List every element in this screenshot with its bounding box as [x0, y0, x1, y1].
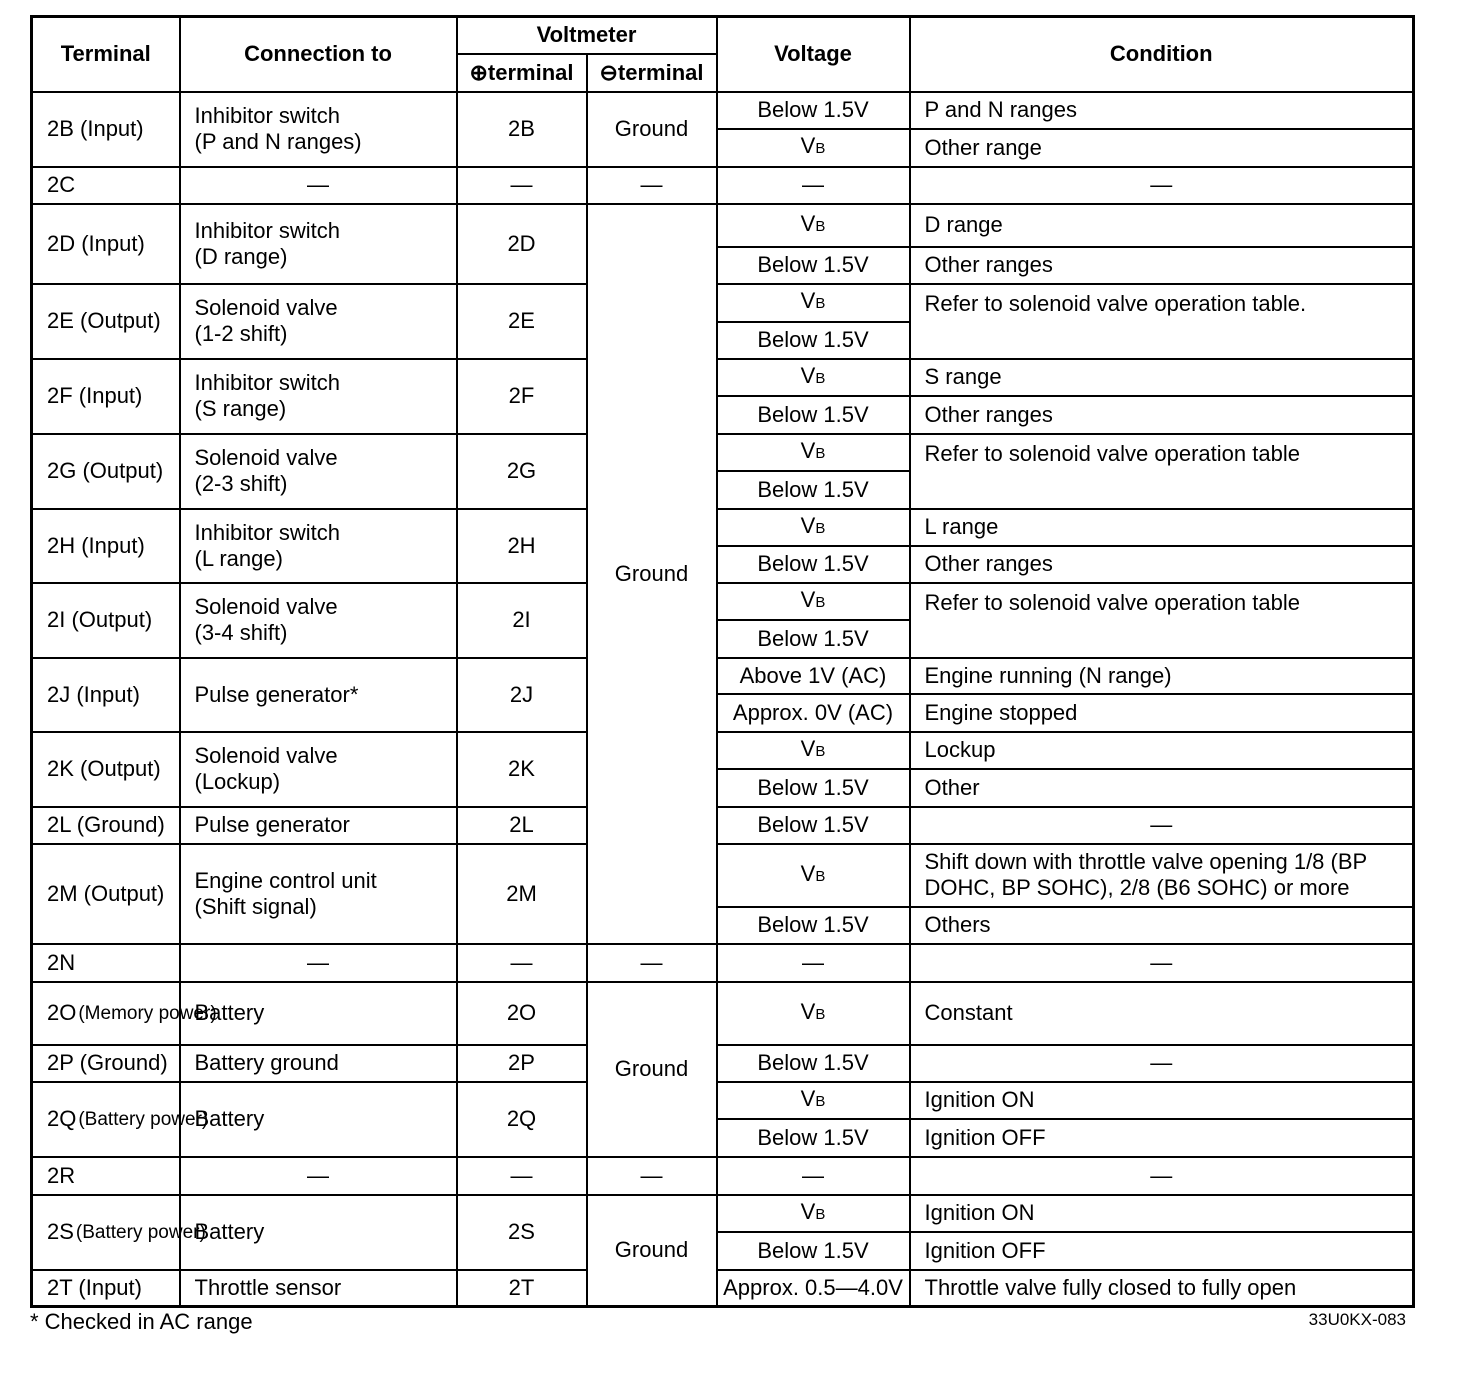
connection-cell: [180, 1045, 457, 1082]
condition-cell: Other ranges: [910, 247, 1414, 284]
terminal-label: 2I (Output): [47, 607, 153, 632]
condition-cell: S range: [910, 359, 1414, 396]
voltage-value: —: [802, 172, 824, 197]
connection-cell: [180, 92, 457, 167]
minus-terminal-cell: —: [587, 1157, 717, 1195]
terminal-label: 2L (Ground): [47, 812, 165, 837]
voltage-value: Below 1.5V: [757, 252, 869, 277]
condition-cell: P and N ranges: [910, 92, 1414, 129]
voltage-cell: [717, 167, 910, 204]
terminal-cell: [32, 284, 180, 359]
terminal-cell: [32, 1045, 180, 1082]
connection-line: Battery ground: [194, 1050, 339, 1075]
condition-cell: Other: [910, 769, 1414, 807]
condition-cell: Other range: [910, 129, 1414, 167]
voltage-cell: [717, 204, 910, 247]
voltage-value: Below 1.5V: [757, 774, 869, 800]
terminal-cell: [32, 204, 180, 284]
condition-cell: Lockup: [910, 732, 1414, 769]
table-row: [32, 434, 1414, 471]
voltage-cell: [717, 907, 910, 944]
terminal-cell: [32, 1270, 180, 1307]
connection-line: Engine control unit: [194, 867, 377, 893]
connection-line: Solenoid valve: [194, 743, 338, 768]
voltage-cell: [717, 1195, 910, 1232]
connection-cell: [180, 204, 457, 284]
connection-cell: [180, 583, 457, 658]
table-row: [32, 204, 1414, 247]
table-row: [32, 583, 1414, 620]
plus-terminal-cell: 2I: [457, 583, 587, 658]
terminal-label: 2P (Ground): [47, 1050, 168, 1075]
table-row: [32, 1045, 1414, 1082]
connection-line: Inhibitor switch: [194, 217, 341, 243]
plus-terminal-cell: 2G: [457, 434, 587, 509]
table-row: [32, 1082, 1414, 1119]
plus-terminal-cell: 2K: [457, 732, 587, 807]
voltage-cell: [717, 247, 910, 284]
condition-cell: Refer to solenoid valve operation table: [910, 434, 1414, 509]
table-row: [32, 658, 1414, 694]
terminal-cell: [32, 1195, 206, 1270]
voltage-value: Approx. 0V (AC): [732, 699, 894, 725]
condition-cell: Ignition ON: [910, 1082, 1414, 1119]
voltage-value: Approx. 0.5—4.0V: [723, 1274, 903, 1300]
minus-terminal-cell: Ground: [587, 204, 717, 944]
plus-terminal-cell: 2F: [457, 359, 587, 434]
connection-line: Battery: [194, 1219, 265, 1244]
plus-terminal-cell: 2T: [457, 1270, 587, 1307]
voltage-value: Below 1.5V: [757, 1050, 869, 1075]
connection-line: (L range): [194, 545, 283, 571]
terminal-note: (Battery power): [75, 1222, 206, 1244]
table-row: [32, 1157, 1414, 1195]
voltage-cell: [717, 583, 910, 620]
voltage-cell: [717, 1045, 910, 1082]
header-plus-terminal: ⊕terminal: [457, 54, 587, 92]
voltage-value: VB: [800, 735, 826, 761]
connection-line: (Lockup): [194, 769, 281, 794]
condition-cell: Refer to solenoid valve operation table: [910, 583, 1414, 658]
condition-cell: —: [910, 1045, 1414, 1082]
header-terminal: Terminal: [32, 17, 180, 92]
plus-terminal-cell: 2Q: [457, 1082, 587, 1157]
table-row: [32, 732, 1414, 769]
terminal-cell: [32, 434, 180, 509]
connection-line: Solenoid valve: [194, 445, 338, 470]
voltage-value: Below 1.5V: [757, 625, 869, 651]
terminal-label: 2D (Input): [47, 230, 145, 256]
terminal-cell: [32, 944, 180, 982]
condition-cell: D range: [910, 204, 1414, 247]
voltage-cell: [717, 944, 910, 982]
connection-line: (P and N ranges): [194, 129, 362, 154]
terminal-label: 2S: [47, 1218, 74, 1244]
voltage-value: Above 1V (AC): [739, 662, 887, 688]
plus-terminal-cell: 2O: [457, 982, 587, 1045]
voltage-cell: [717, 92, 910, 129]
table-body: [32, 92, 1414, 1307]
voltage-cell: [717, 1157, 910, 1195]
minus-terminal-cell: Ground: [587, 92, 717, 167]
plus-terminal-cell: 2M: [457, 844, 587, 944]
condition-cell: Others: [910, 907, 1414, 944]
voltage-cell: [717, 620, 910, 658]
condition-cell: Shift down with throttle valve opening 1/8 (BP DOHC, BP SOHC), 2/8 (B6 SOHC) or more: [910, 844, 1414, 907]
connection-line: Inhibitor switch: [194, 103, 341, 128]
connection-line: (Shift signal): [194, 893, 317, 919]
condition-cell: Other ranges: [910, 396, 1414, 434]
connection-cell: [180, 1270, 457, 1307]
voltage-cell: [717, 694, 910, 732]
voltage-value: VB: [800, 133, 826, 158]
connection-cell: [180, 1195, 457, 1270]
connection-line: Pulse generator*: [194, 681, 359, 707]
connection-line: Pulse generator: [194, 812, 350, 837]
terminal-label: 2M (Output): [47, 880, 165, 906]
terminal-cell: [32, 1082, 209, 1157]
terminal-label: 2N: [47, 949, 76, 975]
terminal-cell: [32, 167, 180, 204]
voltage-value: VB: [800, 860, 826, 886]
condition-cell: Refer to solenoid valve operation table.: [910, 284, 1414, 359]
header-voltmeter: Voltmeter: [457, 17, 717, 54]
voltage-cell: [717, 982, 910, 1045]
table-row: [32, 807, 1414, 844]
voltage-cell: [717, 434, 910, 471]
table-row: [32, 509, 1414, 546]
plus-terminal-cell: 2L: [457, 807, 587, 844]
terminal-label: 2E (Output): [47, 308, 161, 333]
plus-terminal-cell: 2B: [457, 92, 587, 167]
voltage-value: VB: [800, 437, 826, 463]
voltage-value: VB: [800, 1198, 826, 1224]
terminal-label: 2C: [47, 172, 76, 197]
table-row: [32, 284, 1414, 322]
condition-cell: Engine stopped: [910, 694, 1414, 732]
condition-cell: L range: [910, 509, 1414, 546]
plus-terminal-cell: 2J: [457, 658, 587, 732]
minus-terminal-cell: Ground: [587, 982, 717, 1157]
terminal-cell: [32, 982, 217, 1045]
connection-cell: [180, 807, 457, 844]
connection-cell: [180, 944, 457, 982]
voltage-cell: [717, 844, 910, 907]
terminal-label: 2F (Input): [47, 383, 143, 408]
connection-line: —: [307, 172, 329, 197]
voltage-cell: [717, 509, 910, 546]
connection-line: Solenoid valve: [194, 594, 338, 619]
connection-line: Solenoid valve: [194, 295, 338, 320]
terminal-cell: [32, 658, 180, 732]
header-connection: Connection to: [180, 17, 457, 92]
terminal-label: 2H (Input): [47, 532, 145, 558]
connection-line: Inhibitor switch: [194, 370, 341, 395]
condition-cell: —: [910, 1157, 1414, 1195]
connection-cell: [180, 658, 457, 732]
voltage-value: Below 1.5V: [757, 476, 869, 502]
minus-terminal-cell: —: [587, 167, 717, 204]
terminal-cell: [32, 732, 180, 807]
voltage-value: VB: [800, 288, 826, 313]
voltage-cell: [717, 396, 910, 434]
footnote: * Checked in AC range: [30, 1309, 253, 1334]
voltage-value: —: [802, 1162, 824, 1188]
connection-line: Throttle sensor: [194, 1274, 342, 1300]
voltage-value: Below 1.5V: [757, 551, 869, 576]
table-row: [32, 844, 1414, 907]
voltage-cell: [717, 732, 910, 769]
voltage-value: VB: [800, 1085, 826, 1111]
table-row: [32, 167, 1414, 204]
plus-terminal-cell: 2S: [457, 1195, 587, 1270]
terminal-cell: [32, 1157, 180, 1195]
terminal-label: 2R: [47, 1162, 76, 1188]
condition-cell: Ignition OFF: [910, 1119, 1414, 1157]
table-row: [32, 1270, 1414, 1307]
voltage-value: VB: [800, 586, 826, 612]
condition-cell: Ignition OFF: [910, 1232, 1414, 1270]
table-row: [32, 982, 1414, 1045]
condition-cell: Ignition ON: [910, 1195, 1414, 1232]
connection-line: (2-3 shift): [194, 471, 288, 496]
voltage-cell: [717, 1232, 910, 1270]
plus-terminal-cell: —: [457, 944, 587, 982]
connection-line: —: [307, 1162, 329, 1188]
terminal-label: 2Q: [47, 1105, 77, 1131]
connection-line: (1-2 shift): [194, 321, 288, 346]
voltage-cell: [717, 1270, 910, 1307]
voltage-value: Below 1.5V: [757, 1124, 869, 1150]
connection-cell: [180, 1157, 457, 1195]
condition-cell: Engine running (N range): [910, 658, 1414, 694]
connection-cell: [180, 509, 457, 583]
voltage-cell: [717, 1082, 910, 1119]
condition-cell: Constant: [910, 982, 1414, 1045]
plus-terminal-cell: 2H: [457, 509, 587, 583]
voltage-cell: [717, 769, 910, 807]
terminal-cell: [32, 807, 180, 844]
voltage-cell: [717, 471, 910, 509]
connection-cell: [180, 732, 457, 807]
voltage-cell: [717, 1119, 910, 1157]
table-row: [32, 944, 1414, 982]
minus-terminal-cell: Ground: [587, 1195, 717, 1307]
figure-code: 33U0KX-083: [1308, 1310, 1406, 1329]
connection-cell: [180, 434, 457, 509]
voltage-value: Below 1.5V: [757, 912, 869, 937]
terminal-cell: [32, 359, 180, 434]
connection-line: (D range): [194, 243, 288, 269]
terminal-voltage-table: [30, 15, 1415, 1308]
terminal-cell: [32, 844, 180, 944]
terminal-label: 2B (Input): [47, 116, 144, 141]
plus-terminal-cell: 2D: [457, 204, 587, 284]
connection-cell: [180, 167, 457, 204]
connection-cell: [180, 359, 457, 434]
voltage-value: Below 1.5V: [757, 812, 869, 837]
condition-cell: —: [910, 944, 1414, 982]
connection-line: Inhibitor switch: [194, 519, 341, 545]
voltage-cell: [717, 658, 910, 694]
connection-cell: [180, 844, 457, 944]
voltage-value: VB: [800, 362, 826, 388]
connection-line: Battery: [194, 1000, 265, 1025]
connection-line: (3-4 shift): [194, 620, 288, 645]
terminal-note: (Memory power): [78, 1003, 217, 1025]
terminal-label: 2O: [47, 999, 77, 1025]
voltage-cell: [717, 546, 910, 583]
connection-line: —: [307, 949, 329, 975]
connection-cell: [180, 284, 457, 359]
voltage-value: VB: [800, 210, 826, 236]
header-minus-terminal: ⊖terminal: [587, 54, 717, 92]
connection-cell: [180, 1082, 457, 1157]
voltage-value: —: [802, 949, 824, 975]
condition-cell: Other ranges: [910, 546, 1414, 583]
condition-cell: —: [910, 807, 1414, 844]
table-row: [32, 1195, 1414, 1232]
voltage-cell: [717, 807, 910, 844]
voltage-cell: [717, 284, 910, 322]
terminal-cell: [32, 509, 180, 583]
plus-terminal-cell: 2P: [457, 1045, 587, 1082]
condition-cell: Throttle valve fully closed to fully open: [910, 1270, 1414, 1307]
terminal-label: 2K (Output): [47, 756, 161, 781]
plus-terminal-cell: —: [457, 1157, 587, 1195]
voltage-value: Below 1.5V: [757, 327, 869, 352]
header-condition: Condition: [910, 17, 1414, 92]
connection-line: Battery: [194, 1106, 265, 1131]
table-row: [32, 92, 1414, 129]
plus-terminal-cell: 2E: [457, 284, 587, 359]
voltage-value: VB: [800, 998, 826, 1024]
terminal-label: 2T (Input): [47, 1274, 142, 1300]
terminal-cell: [32, 92, 180, 167]
connection-line: (S range): [194, 396, 287, 421]
minus-terminal-cell: —: [587, 944, 717, 982]
terminal-note: (Battery power): [78, 1109, 209, 1131]
header-voltage: Voltage: [717, 17, 910, 92]
voltage-value: VB: [800, 512, 826, 538]
terminal-label: 2J (Input): [47, 681, 140, 707]
terminal-label: 2G (Output): [47, 458, 164, 483]
voltage-cell: [717, 359, 910, 396]
table-row: [32, 359, 1414, 396]
voltage-value: Below 1.5V: [757, 401, 869, 427]
voltage-value: Below 1.5V: [757, 97, 869, 122]
condition-cell: —: [910, 167, 1414, 204]
plus-terminal-cell: —: [457, 167, 587, 204]
voltage-cell: [717, 322, 910, 359]
voltage-value: Below 1.5V: [757, 1237, 869, 1263]
voltage-cell: [717, 129, 910, 167]
connection-cell: [180, 982, 457, 1045]
terminal-cell: [32, 583, 180, 658]
